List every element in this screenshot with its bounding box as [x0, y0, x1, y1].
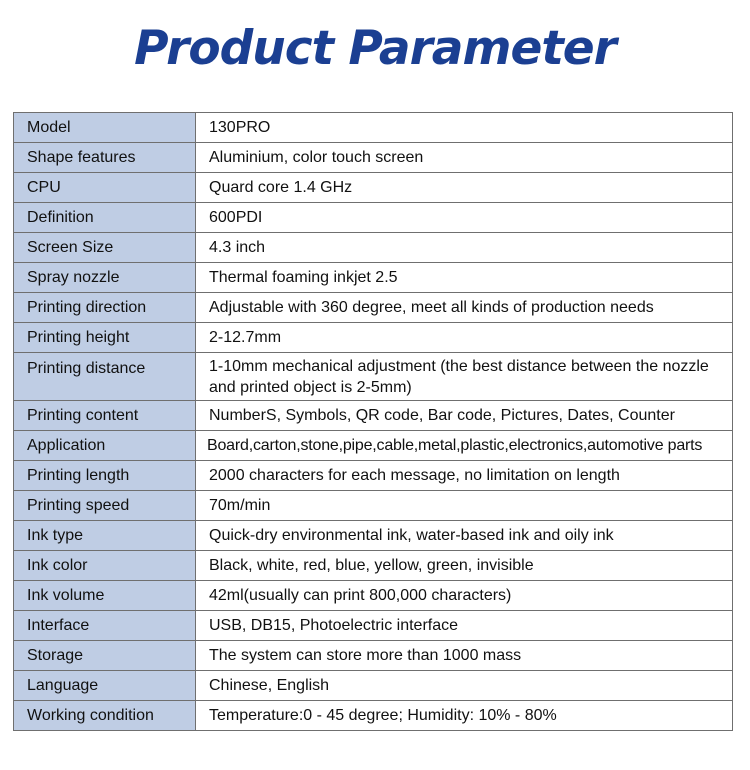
- table-row: [14, 401, 733, 431]
- parameter-label: Working condition: [14, 701, 196, 731]
- table-row: [14, 353, 733, 401]
- parameter-label: Shape features: [14, 143, 196, 173]
- parameter-value: 70m/min: [196, 491, 733, 521]
- parameter-label: Interface: [14, 611, 196, 641]
- parameter-table: [13, 112, 733, 731]
- parameter-label: Printing height: [14, 323, 196, 353]
- parameter-value: Adjustable with 360 degree, meet all kinds of production needs: [196, 293, 733, 323]
- parameter-value: 130PRO: [196, 113, 733, 143]
- parameter-value: 2000 characters for each message, no limitation on length: [196, 461, 733, 491]
- parameter-label: Application: [14, 431, 196, 461]
- table-row: [14, 491, 733, 521]
- parameter-label: Definition: [14, 203, 196, 233]
- parameter-value: Black, white, red, blue, yellow, green, invisible: [196, 551, 733, 581]
- parameter-label: Language: [14, 671, 196, 701]
- table-row: [14, 461, 733, 491]
- parameter-label: Ink color: [14, 551, 196, 581]
- table-row: [14, 431, 733, 461]
- table-row: [14, 263, 733, 293]
- parameter-label: Ink type: [14, 521, 196, 551]
- parameter-value: Quick-dry environmental ink, water-based ink and oily ink: [196, 521, 733, 551]
- parameter-value: Board,carton,stone,pipe,cable,metal,plastic,electronics,automotive parts: [196, 431, 733, 461]
- table-row: [14, 203, 733, 233]
- table-row: [14, 611, 733, 641]
- parameter-value: Aluminium, color touch screen: [196, 143, 733, 173]
- table-row: [14, 641, 733, 671]
- parameter-value: 4.3 inch: [196, 233, 733, 263]
- table-row: [14, 173, 733, 203]
- table-row: [14, 521, 733, 551]
- table-row: [14, 293, 733, 323]
- page-title: Product Parameter: [134, 21, 616, 76]
- parameter-label: Printing content: [14, 401, 196, 431]
- parameter-value: The system can store more than 1000 mass: [196, 641, 733, 671]
- parameter-label: Ink volume: [14, 581, 196, 611]
- parameter-value: 42ml(usually can print 800,000 characters): [196, 581, 733, 611]
- table-row: [14, 233, 733, 263]
- parameter-value: Chinese, English: [196, 671, 733, 701]
- parameter-label: Model: [14, 113, 196, 143]
- table-row: [14, 551, 733, 581]
- parameter-value: 1-10mm mechanical adjustment (the best distance between the nozzle and printed object is 2-5mm): [196, 353, 733, 401]
- parameter-value: USB, DB15, Photoelectric interface: [196, 611, 733, 641]
- parameter-value: NumberS, Symbols, QR code, Bar code, Pictures, Dates, Counter: [196, 401, 733, 431]
- parameter-value: 2-12.7mm: [196, 323, 733, 353]
- table-row: [14, 113, 733, 143]
- parameter-label: Printing length: [14, 461, 196, 491]
- table-row: [14, 671, 733, 701]
- table-row: [14, 143, 733, 173]
- parameter-label: Printing speed: [14, 491, 196, 521]
- parameter-value: Thermal foaming inkjet 2.5: [196, 263, 733, 293]
- table-row: [14, 323, 733, 353]
- parameter-label: Spray nozzle: [14, 263, 196, 293]
- parameter-label: Printing direction: [14, 293, 196, 323]
- parameter-value: 600PDI: [196, 203, 733, 233]
- parameter-label: Storage: [14, 641, 196, 671]
- parameter-label: Screen Size: [14, 233, 196, 263]
- parameter-label: Printing distance: [14, 353, 196, 401]
- parameter-value: Temperature:0 - 45 degree; Humidity: 10% - 80%: [196, 701, 733, 731]
- table-row: [14, 581, 733, 611]
- table-row: [14, 701, 733, 731]
- parameter-value: Quard core 1.4 GHz: [196, 173, 733, 203]
- parameter-label: CPU: [14, 173, 196, 203]
